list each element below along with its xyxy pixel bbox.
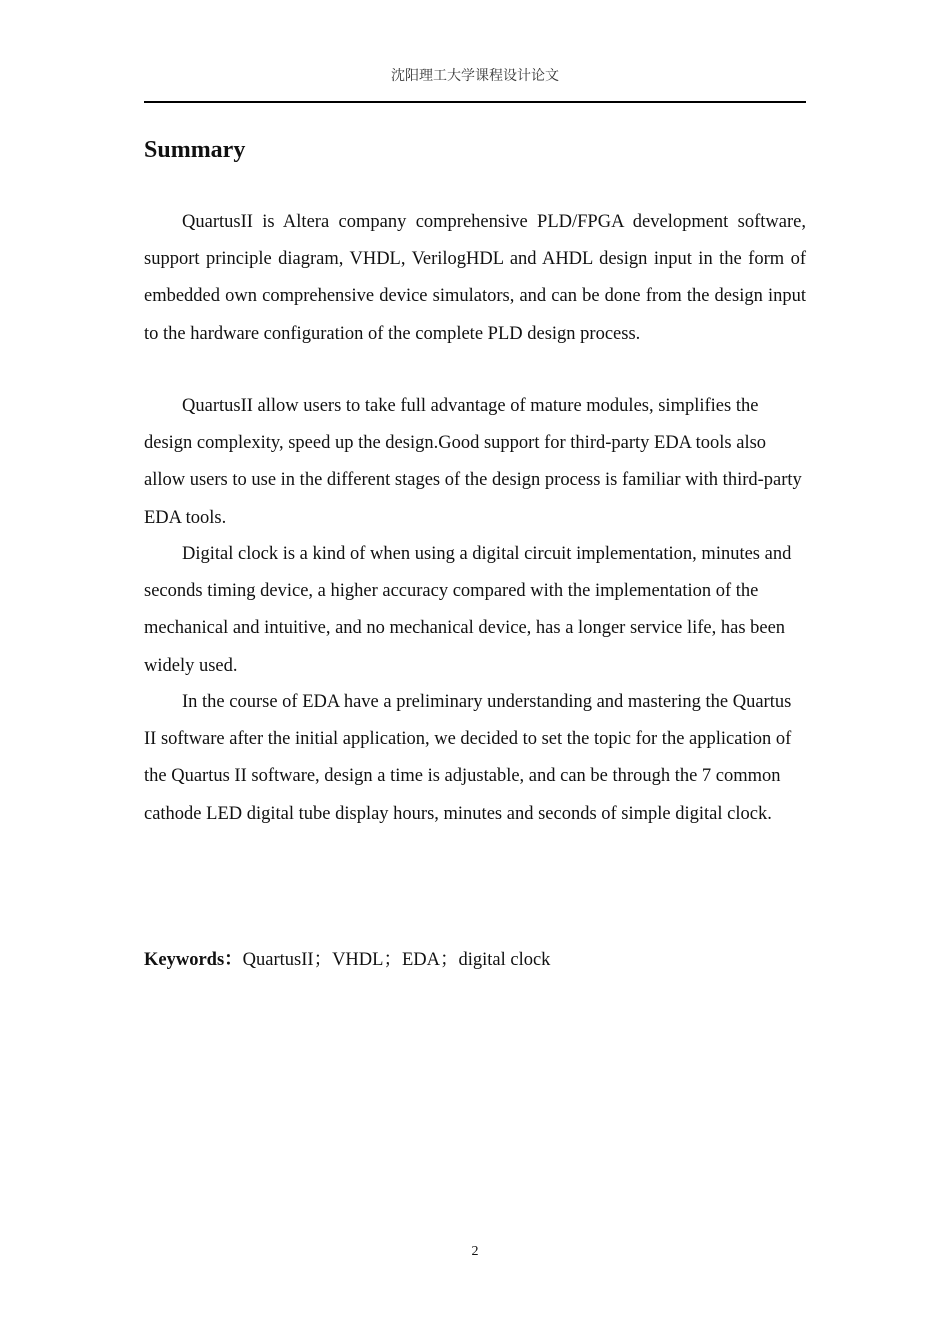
paragraph-1: QuartusII is Altera company comprehensive PLD/FPGA development software, support principle diagram, VHDL, VerilogHDL and AHDL design input in the form of embedded own comprehensive device simulators, and can be done from the design input to the hardware configuration of the complete PLD design process.	[144, 212, 806, 344]
section-heading: Summary	[144, 137, 246, 163]
paragraph-2: QuartusII allow users to take full advantage of mature modules, simplifies the design complexity, speed up the design.Good support for third-party EDA tools also allow users to use in the different stages of the design process is familiar with third-party EDA tools.	[144, 396, 802, 528]
header-divider	[144, 101, 806, 103]
keywords-label: Keywords：	[144, 950, 243, 970]
page-number: 2	[471, 1244, 479, 1259]
paragraph-3: Digital clock is a kind of when using a digital circuit implementation, minutes and seconds timing device, a higher accuracy compared with the implementation of the mechanical and intuitive, and no mechanical device, has a longer service life, has been widely used.	[144, 544, 792, 676]
paragraph-4: In the course of EDA have a preliminary understanding and mastering the Quartus II software after the initial application, we decided to set the topic for the application of the Quartus II software, design a time is adjustable, and can be through the 7 common cathode LED digital tube display hours, minutes and seconds of simple digital clock.	[144, 692, 792, 824]
page-header: 沈阳理工大学课程设计论文	[391, 68, 559, 84]
keywords-list: QuartusII；VHDL；EDA；digital clock	[242, 950, 551, 970]
keywords-line	[144, 943, 806, 977]
